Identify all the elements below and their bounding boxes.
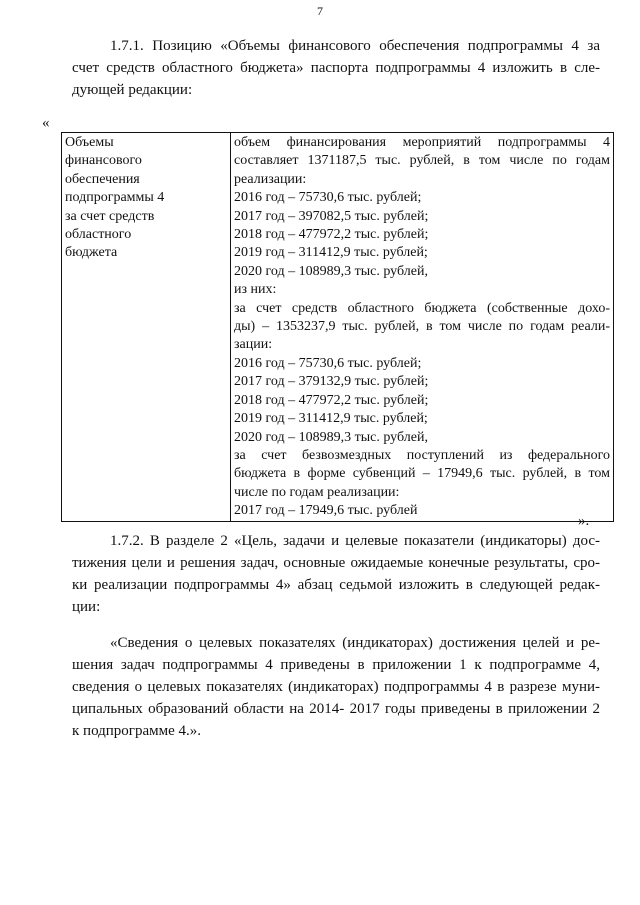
table-row [62,133,614,522]
content-line: 2016 год – 75730,6 тыс. рублей; [234,355,422,371]
text-line: счет средств областного бюджета» паспорта подпрограммы 4 изложить в сле- [72,60,600,76]
content-line: 2018 год – 477972,2 тыс. рублей; [234,392,429,408]
section-1-7-1 [72,35,600,101]
label-line: обеспечения [65,171,140,187]
label-line: Объемы [65,135,114,150]
page-number: 7 [317,4,323,18]
content-line: 2016 год – 75730,6 тыс. рублей; [234,190,422,206]
label-line: областного [65,227,132,243]
label-line: за счет средств [65,208,155,224]
content-line: 2017 год – 397082,5 тыс. рублей; [234,208,429,224]
label-line: финансового [65,153,142,169]
content-line: 2020 год – 108989,3 тыс. рублей, [234,429,428,445]
label-line: бюджета [65,245,118,261]
section-1-7-2 [72,530,600,618]
text-line: 1.7.1. Позицию «Объемы финансового обеспечения подпрограммы 4 за [110,38,600,54]
text-line: дующей редакции: [72,82,193,98]
content-line: за счет средств областного бюджета (собственные дохо- [234,300,610,316]
content-line: 2018 год – 477972,2 тыс. рублей; [234,227,429,243]
text-line: шения задач подпрограммы 4 приведены в приложении 1 к подпрограмме 4, [72,657,600,673]
content-line: реализации: [234,171,307,187]
text-line: «Сведения о целевых показателях (индикаторах) достижения целей и ре- [110,635,600,651]
content-line: из них: [234,282,277,298]
closing-quote: ». [578,513,590,529]
content-line: 2019 год – 311412,9 тыс. рублей; [234,245,428,261]
content-line: 2020 год – 108989,3 тыс. рублей, [234,263,428,279]
table-label-cell [62,133,231,522]
text-line: ки реализации подпрограммы 4» абзац седьмой изложить в следующей редак- [72,577,600,593]
content-line: числе по годам реализации: [234,484,400,500]
content-line: бюджета в форме субвенций – 17949,6 тыс. рублей, в том [234,466,610,482]
content-line: объем финансирования мероприятий подпрограммы 4 [234,135,610,150]
content-line: за счет безвозмездных поступлений из федерального [234,447,610,463]
content-line: 2019 год – 311412,9 тыс. рублей; [234,411,428,427]
opening-quote: « [42,115,50,131]
text-line: ции: [72,599,101,615]
text-line: ципальных образований области на 2014- 2017 годы приведены в приложении 2 [72,701,600,717]
label-line: подпрограммы 4 [65,190,165,206]
content-line: 2017 год – 17949,6 тыс. рублей [234,503,418,519]
text-line: тижения цели и решения задач, основные ожидаемые конечные результаты, сро- [72,555,600,571]
quoted-paragraph [72,632,600,742]
table-content-cell [231,133,614,522]
text-line: к подпрограмме 4.». [72,723,201,739]
text-line: сведения о целевых показателях (индикаторах) подпрограммы 4 в разрезе муни- [72,679,600,695]
content-line: зации: [234,337,273,353]
financing-table [61,132,614,522]
content-line: 2017 год – 379132,9 тыс. рублей; [234,374,429,390]
text-line: 1.7.2. В разделе 2 «Цель, задачи и целевые показатели (индикаторы) дос- [110,533,600,549]
content-line: составляет 1371187,5 тыс. рублей, в том числе по годам [234,153,610,169]
content-line: ды) – 1353237,9 тыс. рублей, в том числе по годам реали- [234,319,610,335]
